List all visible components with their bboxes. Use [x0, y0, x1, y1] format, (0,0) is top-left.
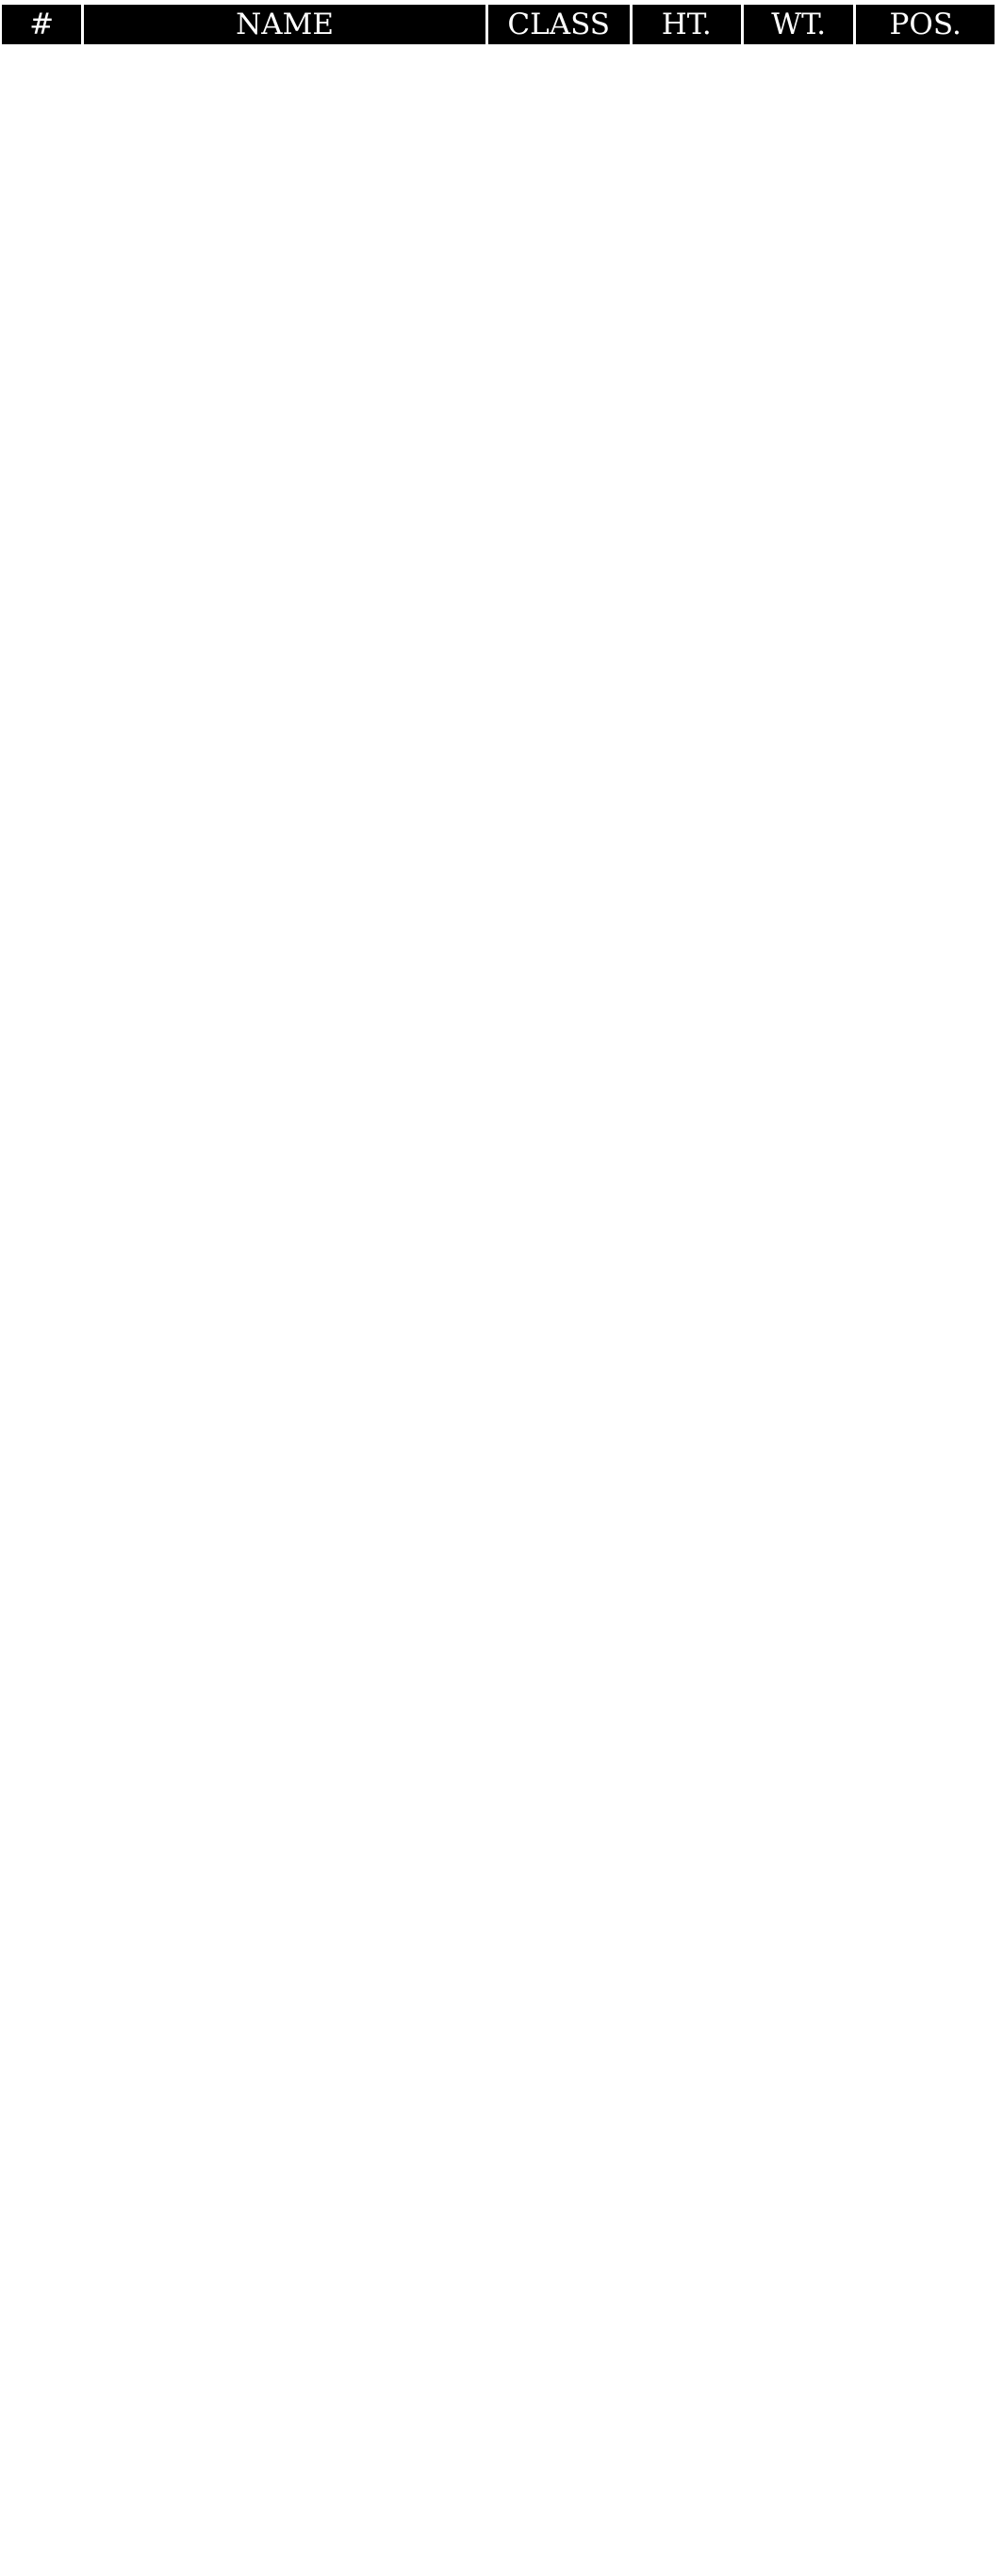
roster-table — [0, 5, 997, 44]
column-header-number[interactable]: # — [2, 5, 81, 44]
column-header-height[interactable]: HT. — [633, 5, 741, 44]
column-header-position[interactable]: POS. — [856, 5, 995, 44]
roster-table-header — [2, 5, 995, 44]
column-header-name[interactable]: NAME — [84, 5, 485, 44]
column-header-class[interactable]: CLASS — [488, 5, 630, 44]
column-header-weight[interactable]: WT. — [744, 5, 853, 44]
roster-header-row — [2, 5, 995, 44]
